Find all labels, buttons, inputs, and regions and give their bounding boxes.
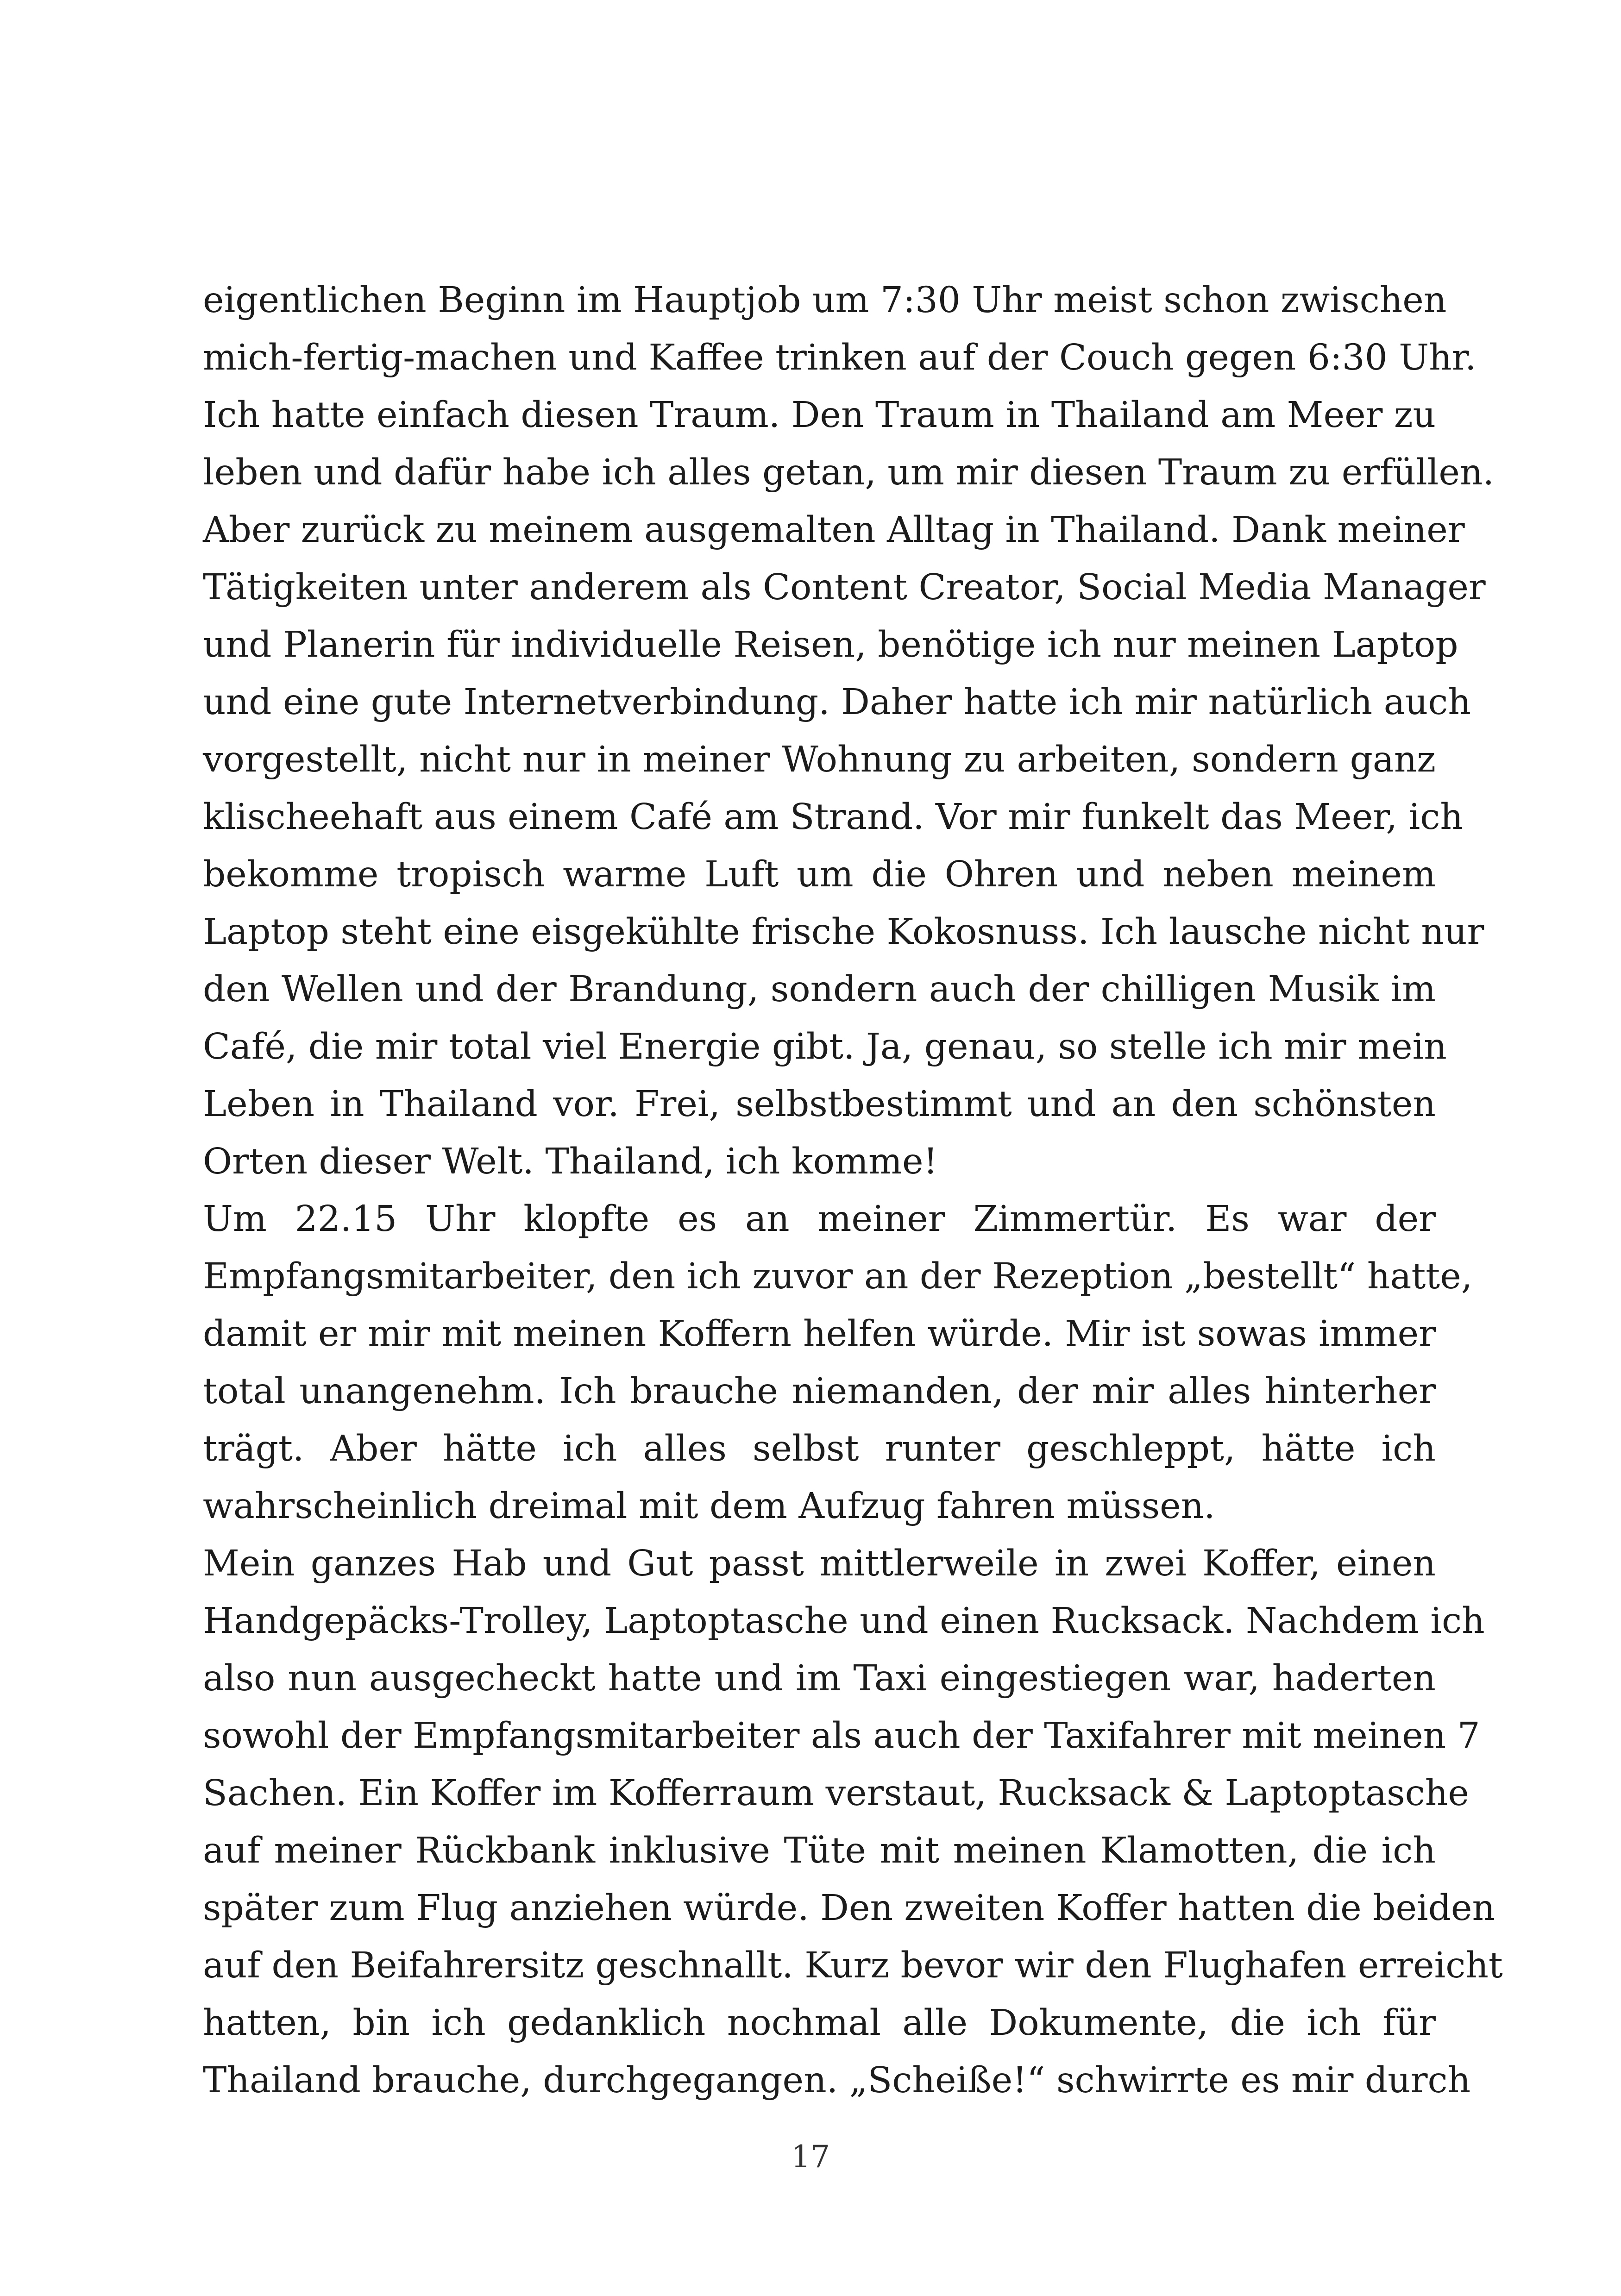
text-line: Orten dieser Welt. Thailand, ich komme! [203,1141,938,1182]
text-line: Laptop steht eine eisgekühlte frische Kokosnuss. Ich lausche nicht nur [203,911,1484,953]
text-line: auf meiner Rückbank inklusive Tüte mit meinen Klamotten, die ich [203,1830,1436,1871]
text-line: also nun ausgecheckt hatte und im Taxi eingestiegen war, haderten [203,1658,1436,1699]
text-line: wahrscheinlich dreimal mit dem Aufzug fahren müssen. [203,1486,1215,1527]
text-line: mich-fertig-machen und Kaffee trinken auf der Couch gegen 6:30 Uhr. [203,337,1476,378]
text-line: vorgestellt, nicht nur in meiner Wohnung zu arbeiten, sondern ganz [203,739,1436,780]
body-text [203,272,1503,2109]
text-line: bekomme tropisch warme Luft um die Ohren und neben meinem [203,854,1436,895]
text-line: Leben in Thailand vor. Frei, selbstbestimmt und an den schönsten [203,1084,1436,1125]
text-line: und eine gute Internetverbindung. Daher hatte ich mir natürlich auch [203,682,1471,723]
text-line: Ich hatte einfach diesen Traum. Den Traum in Thailand am Meer zu [203,395,1436,436]
text-line: Thailand brauche, durchgegangen. „Scheiße!“ schwirrte es mir durch [203,2060,1471,2101]
text-line: Empfangsmitarbeiter, den ich zuvor an der Rezeption „bestellt“ hatte, [203,1256,1473,1297]
text-line: auf den Beifahrersitz geschnallt. Kurz bevor wir den Flughafen erreicht [203,1945,1503,1986]
text-line: damit er mir mit meinen Koffern helfen würde. Mir ist sowas immer [203,1313,1436,1355]
text-line: leben und dafür habe ich alles getan, um mir diesen Traum zu erfüllen. [203,452,1495,493]
text-line: trägt. Aber hätte ich alles selbst runter geschleppt, hätte ich [203,1428,1436,1469]
paragraph-3 [203,1535,1503,2109]
text-line: den Wellen und der Brandung, sondern auch der chilligen Musik im [203,969,1436,1010]
text-line: Um 22.15 Uhr klopfte es an meiner Zimmertür. Es war der [203,1198,1436,1240]
text-line: sowohl der Empfangsmitarbeiter als auch der Taxifahrer mit meinen 7 [203,1715,1480,1757]
text-line: Mein ganzes Hab und Gut passt mittlerweile in zwei Koffer, einen [203,1543,1436,1584]
page-number: 17 [791,2139,830,2175]
text-line: später zum Flug anziehen würde. Den zweiten Koffer hatten die beiden [203,1888,1495,1929]
text-line: und Planerin für individuelle Reisen, benötige ich nur meinen Laptop [203,624,1458,665]
text-line: Tätigkeiten unter anderem als Content Creator, Social Media Manager [203,567,1486,608]
text-line: Aber zurück zu meinem ausgemalten Alltag in Thailand. Dank meiner [203,509,1465,551]
text-line: Handgepäcks-Trolley, Laptoptasche und einen Rucksack. Nachdem ich [203,1600,1485,1642]
text-line: eigentlichen Beginn im Hauptjob um 7:30 Uhr meist schon zwischen [203,280,1447,321]
text-line: Café, die mir total viel Energie gibt. Ja, genau, so stelle ich mir mein [203,1026,1447,1067]
text-line: klischeehaft aus einem Café am Strand. Vor mir funkelt das Meer, ich [203,797,1463,838]
paragraph-2 [203,1191,1473,1535]
text-line: total unangenehm. Ich brauche niemanden, der mir alles hinterher [203,1371,1436,1412]
text-line: hatten, bin ich gedanklich nochmal alle Dokumente, die ich für [203,2002,1436,2044]
text-line: Sachen. Ein Koffer im Kofferraum verstaut, Rucksack & Laptoptasche [203,1773,1469,1814]
paragraph-1 [203,272,1495,1191]
